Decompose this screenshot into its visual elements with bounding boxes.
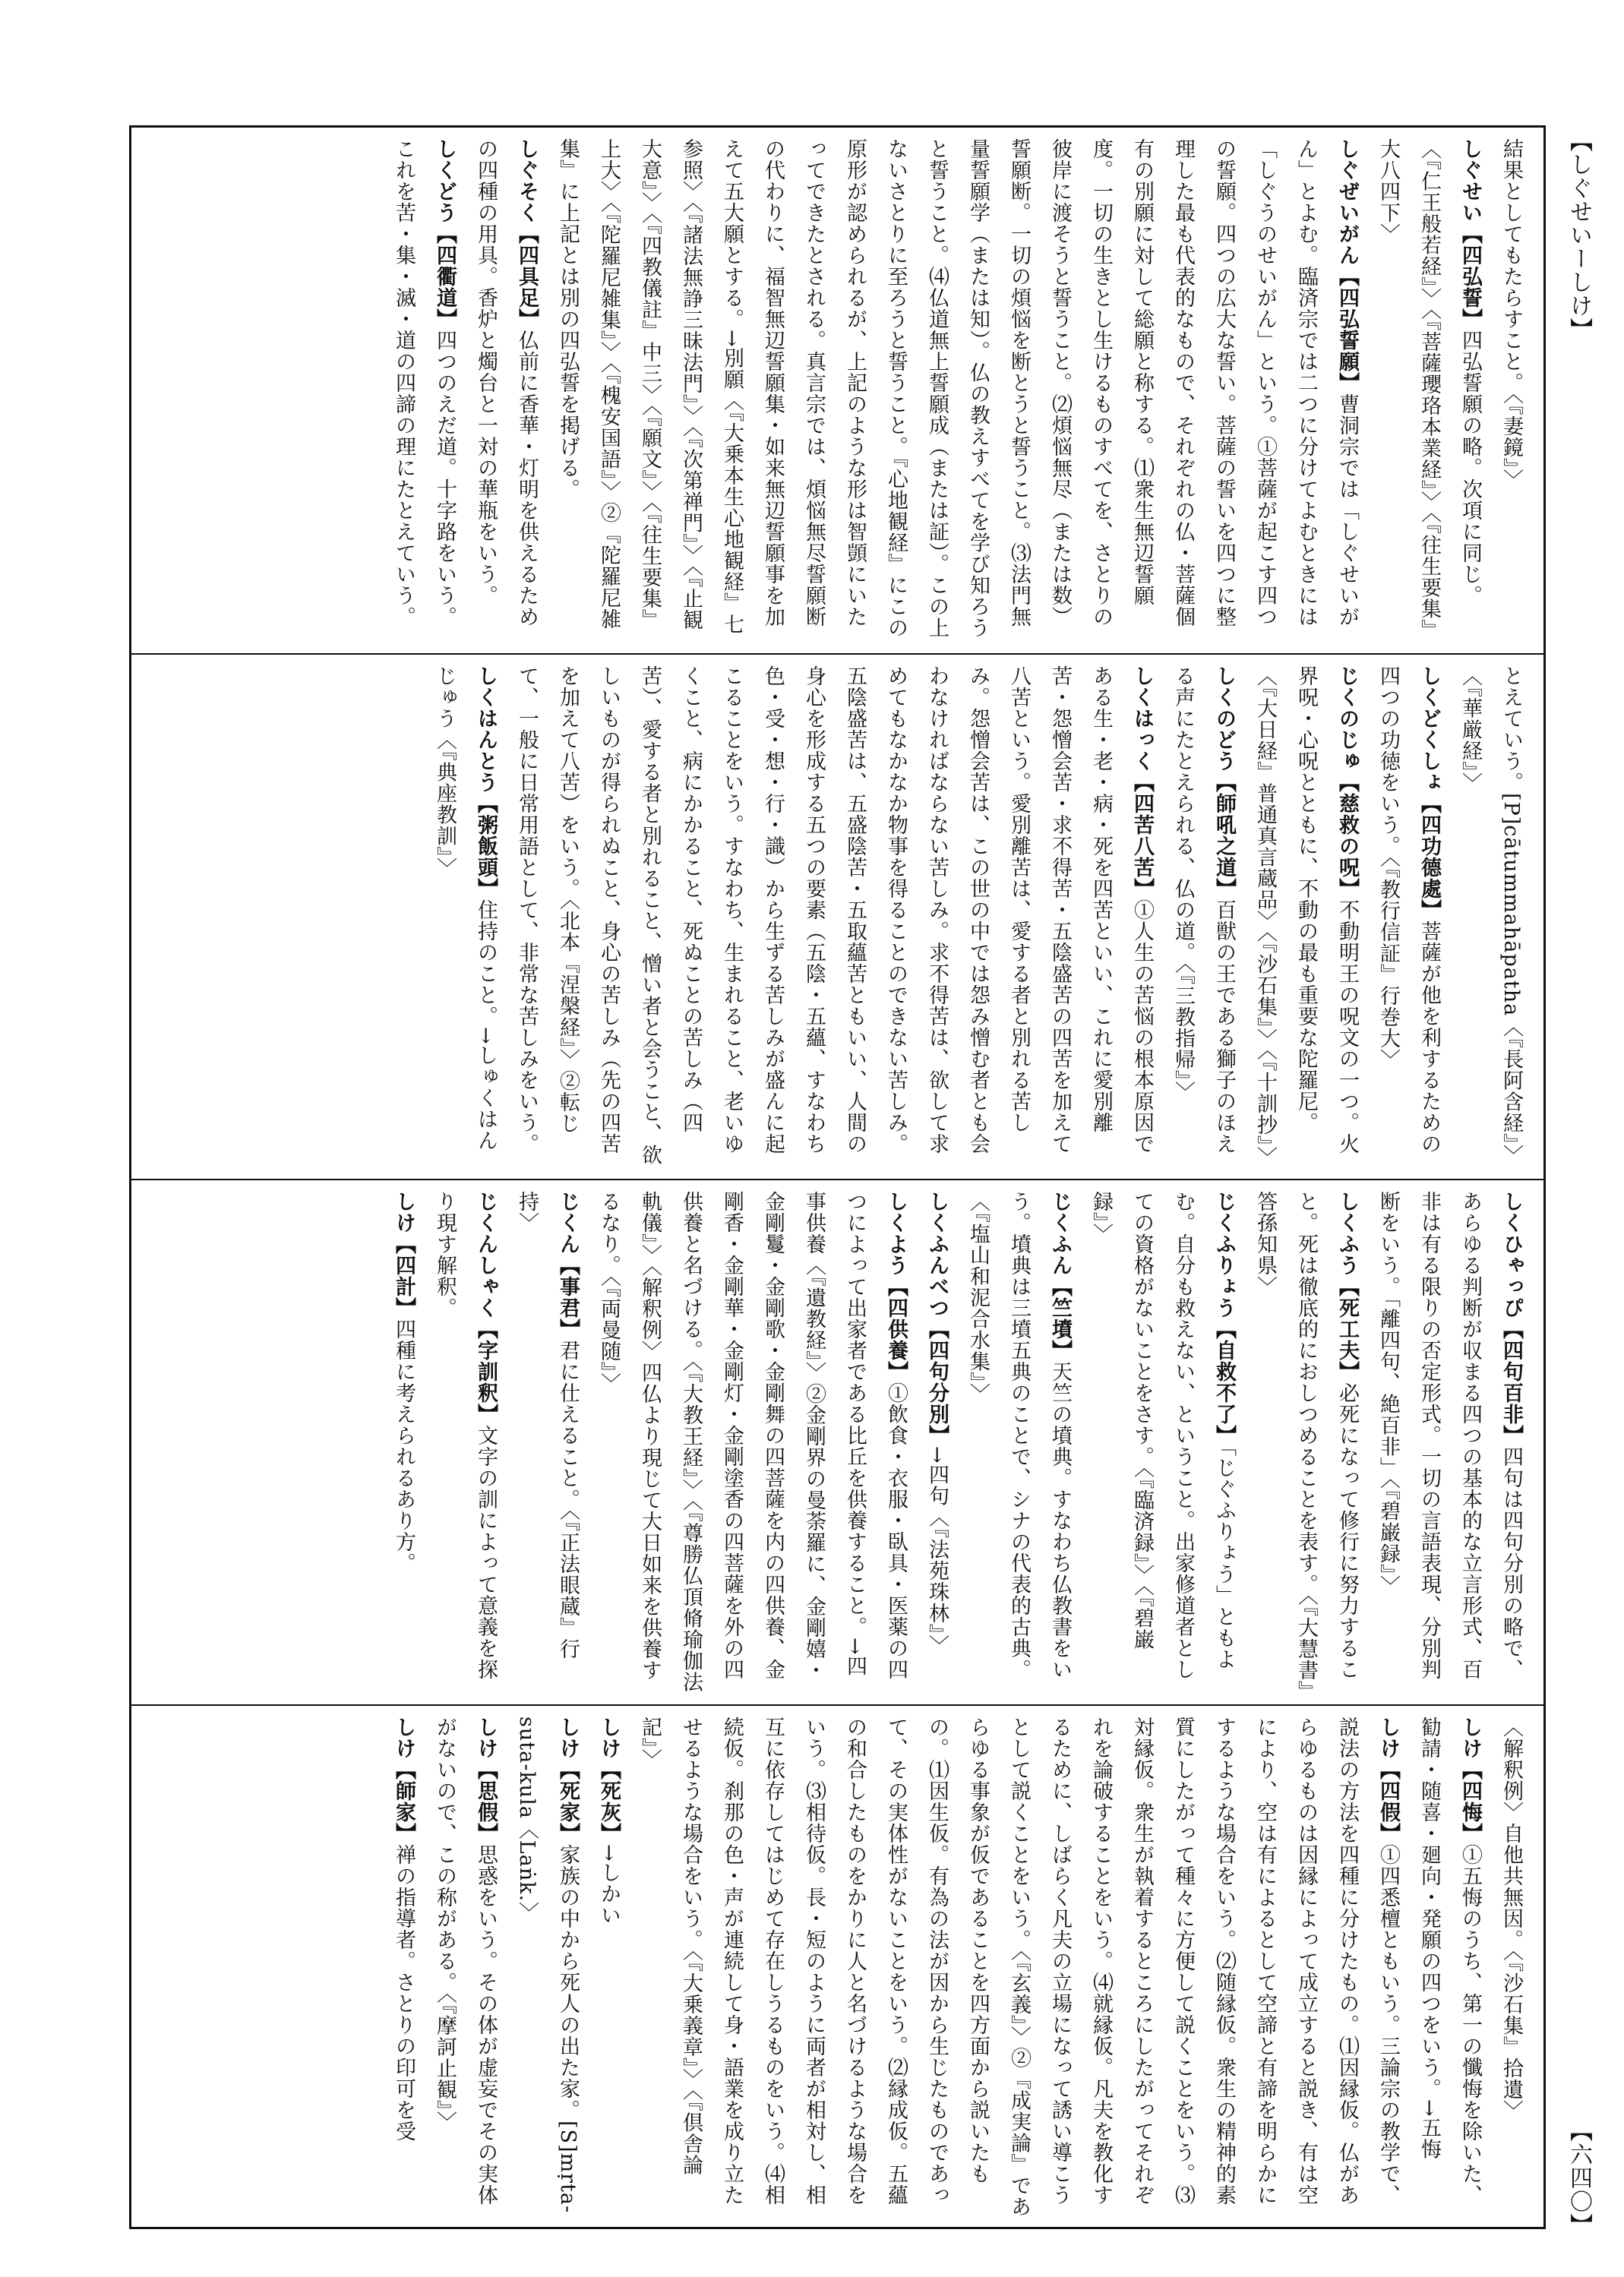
entry-body: ①飲食・衣服・臥具・医薬の四つによって出家者である比丘を供養すること。→四事供養〈『遺教経』〉②金剛界の曼荼羅に、金剛嬉・金剛鬘・金剛歌・金剛舞の四菩薩を内の四供養、金剛香・金剛華・金剛灯・金剛塗香の四菩薩を外の四供養と名づける。〈『大教王経』〉〈『尊勝仏頂脩瑜伽法軌儀』〉〈解釈例〉四仏より現じて大日如来を供養するなり。〈『両曼随』〉 (597, 1191, 908, 1693)
dictionary-entry (1089, 1191, 1236, 1680)
dictionary-entry (1171, 665, 1236, 1154)
dictionary-entry (1376, 665, 1441, 1154)
entry-headword: しくふう【死工夫】 (1335, 1191, 1359, 1382)
entry-body: 不動明王の呪文の一つ。火界呪・心呪とともに、不動の最も重要な陀羅尼。〈『大日経』普通真言蔵品〉〈『沙石集』〉〈『十訓抄』〉 (1253, 665, 1359, 1168)
dictionary-entry (474, 138, 539, 627)
running-head: 【しぐせいーしけ】 (1566, 129, 1592, 341)
entry-body: 必死になって修行に努力すること。死は徹底的におしつめることを表す。〈『大慧書』答孫知県〉 (1253, 1191, 1359, 1692)
entry-headword: しくよう【四供養】 (884, 1191, 908, 1382)
entry-headword: しくのどう【師吼之道】 (1212, 665, 1236, 899)
entry-headword: しけ【四悔】 (1458, 1716, 1482, 1844)
entry-body: →四句〈『法苑珠林』〉 (925, 1446, 949, 1656)
dictionary-entry (433, 665, 498, 1151)
band-column (144, 665, 1531, 1171)
dictionary-entry (515, 1716, 580, 2213)
entry-headword: しぐぜいがん【四弘誓願】 (1335, 138, 1359, 393)
entry-headword: しくどう【四衢道】 (433, 138, 457, 330)
dictionary-entry (1253, 1191, 1359, 1692)
entry-body: 文字の訓によって意義を探り現す解釈。 (433, 1191, 498, 1680)
entry-body: 君に仕えること。〈『正法眼蔵』行持〉 (515, 1191, 580, 1660)
dictionary-entry (1253, 665, 1359, 1168)
dictionary-entry (433, 1191, 498, 1680)
text-band-top (131, 128, 1543, 653)
dictionary-page-frame (129, 125, 1546, 2229)
entry-headword: しくはんとう【粥飯頭】 (474, 665, 498, 899)
entry-body: ①人生の苦悩の根本原因である生・老・病・死を四苦といい、これに愛別離苦・怨憎会苦・求不得苦・五陰盛苦の四苦を加えて八苦という。愛別離苦は、愛する者と別れる苦しみ。怨憎会苦は、この世の中では怨み憎む者とも会わなければならない苦しみ。求不得苦は、欲して求めてもなかなか物事を得ることのできない苦しみ。五陰盛苦は、五盛陰苦・五取蘊苦ともいい、人間の身心を形成する五つの要素（五陰・五蘊、すなわち色・受・想・行・識）から生ずる苦しみが盛んに起こることをいう。すなわち、生まれること、老いゆくこと、病にかかること、死ぬことの苦しみ（四苦）、愛する者と別れること、憎い者と会うこと、欲しいものが得られぬこと、身心の苦しみ（先の四苦を加えて八苦）をいう。〈北本『涅槃経』〉②転じて、一般に日常用語として、非常な苦しみをいう。 (515, 665, 1154, 1166)
entry-body: →しかい (597, 1844, 621, 1926)
dictionary-entry (925, 1191, 949, 1656)
dictionary-entry (597, 1716, 621, 1926)
band-column (144, 138, 1531, 646)
entry-headword: しけ【師家】 (392, 1716, 415, 1844)
entry-headword: しけ【思假】 (474, 1716, 498, 1844)
entry-headword: じくん【事君】 (556, 1191, 580, 1340)
dictionary-entry (392, 1716, 415, 2142)
dictionary-entry (1376, 138, 1482, 641)
text-band-bottom (131, 1704, 1543, 2227)
dictionary-entry (392, 138, 457, 627)
text-band-second (131, 653, 1543, 1179)
entry-headword: しぐそく【四具足】 (515, 138, 539, 330)
dictionary-entry (1417, 1716, 1482, 2206)
entry-body: 四種に考えられるあり方。 (392, 1319, 415, 1574)
entry-body: 結果としてもたらすこと。〈『妻鏡』〉 (1499, 138, 1523, 491)
entry-headword: しけ【死灰】 (597, 1716, 621, 1844)
dictionary-entry (1458, 665, 1523, 1166)
entry-body: 四弘誓願の略。次項に同じ。〈『仁王般若経』〉〈『菩薩瓔珞本業経』〉〈『往生要集』大八四下〉 (1376, 138, 1482, 641)
dictionary-entry (1499, 1716, 1523, 2121)
entry-headword: しけ【死家】 (556, 1716, 580, 1844)
dictionary-entry (638, 1716, 1400, 2218)
dictionary-entry (515, 1191, 580, 1660)
entry-body: 家族の中から死人の出た家。[S]mṛta-suta-kula〈Laṅk.〉 (515, 1716, 580, 2214)
dictionary-entry (392, 1191, 415, 1574)
text-band-third (131, 1179, 1543, 1704)
entry-headword: しけ【四計】 (392, 1191, 415, 1319)
entry-headword: しけ【四假】 (1376, 1716, 1400, 1844)
entry-body: 住持のこと。→しゅくはんじゅう〈『典座教訓』〉 (433, 665, 498, 1151)
entry-headword: じくふん【竺墳】 (1048, 1191, 1072, 1361)
entry-headword: しくひゃっぴ【四句百非】 (1499, 1191, 1523, 1446)
dictionary-entry (515, 665, 1154, 1166)
entry-body: ①五悔のうち、第一の懺悔を除いた、勧請・随喜・廻向・発願の四つをいう。→五悔 (1417, 1716, 1482, 2206)
entry-body: 仏前に香華・灯明を供えるための四種の用具。香炉と燭台と一対の華瓶をいう。 (474, 138, 539, 627)
entry-headword: じくふりょう【自救不了】 (1212, 1191, 1236, 1446)
dictionary-entry (433, 1716, 498, 2206)
entry-body: 四句は四句分別の略で、あらゆる判断が収まる四つの基本的な立言形式、百非は有る限りの否定形式。一切の言語表現、分別判断をいう。「離四句、絶百非」〈『碧巌録』〉 (1376, 1191, 1523, 1680)
entry-body: 天竺の墳典。すなわち仏教書をいう。墳典は三墳五典のことで、シナの代表的古典。〈『塩山和泥合水集』〉 (966, 1191, 1072, 1680)
dictionary-entry (966, 1191, 1072, 1680)
page-number: 【六四〇】 (1566, 2119, 1592, 2237)
dictionary-entry (556, 138, 1359, 639)
entry-headword: じくんしゃく【字訓釈】 (474, 1191, 498, 1425)
entry-headword: しぐせい【四弘誓】 (1458, 138, 1482, 330)
entry-body: 禅の指導者。さとりの印可を受 (392, 1844, 415, 2142)
dictionary-entry (1376, 1191, 1523, 1680)
entry-body: 百獣の王である獅子のほえる声にたとえられる、仏の道。〈『三教指帰』〉 (1171, 665, 1236, 1154)
entry-body: 「じぐふりょう」ともよむ。自分も救えない、ということ。出家修道者としての資格がないことをさす。〈『臨済録』〉〈『碧巌録』〉 (1089, 1191, 1236, 1680)
entry-headword: しくはっく【四苦八苦】 (1130, 665, 1154, 899)
dictionary-entry (1499, 138, 1523, 491)
entry-body: 曹洞宗では「しぐせいがん」とよむ。臨済宗では二つに分けてよむときには「しぐうのせいがん」という。①菩薩が起こす四つの誓願。四つの広大な誓い。菩薩の誓いを四つに整理した最も代表的なもので、それぞれの仏・菩薩個有の別願に対して総願と称する。⑴衆生無辺誓願度。一切の生きとし生けるものすべてを、さとりの彼岸に渡そうと誓うこと。⑵煩悩無尽（または数）誓願断。一切の煩悩を断とうと誓うこと。⑶法門無量誓願学（または知）。仏の教えすべてを学び知ろうと誓うこと。⑷仏道無上誓願成（または証）。この上ないさとりに至ろうと誓うこと。『心地観経』にこの原形が認められるが、上記のような形は智顗にいたってできたとされる。真言宗では、煩悩無尽誓願断の代わりに、福智無辺誓願集・如来無辺誓願事を加えて五大願とする。→別願〈『大乗本生心地観経』七参照〉〈『諸法無諍三昧法門』〉〈『次第禅門』〉〈『止観大意』〉〈『四教儀註』中三〉〈『願文』〉〈『往生要集』上大〉〈『陀羅尼雑集』〉〈『槐安国語』〉②『陀羅尼雑集』に上記とは別の四弘誓を掲げる。 (556, 138, 1359, 639)
entry-body: ①四悉檀ともいう。三論宗の教学で、説法の方法を四種に分けたもの。⑴因縁仮。仏があらゆるものは因縁によって成立すると説き、有は空により、空は有によるとして空諦と有諦を明らかにするような場合をいう。⑵随縁仮。衆生の精神的素質にしたがって種々に方便して説くことをいう。⑶対縁仮。衆生が執着するところにしたがってそれぞれを論破することをいう。⑷就縁仮。凡夫を教化するために、しばらく凡夫の立場になって誘い導こうとして説くことをいう。〈『玄義』〉②『成実論』であらゆる事象が仮であることを四方面から説いたもの。⑴因生仮。有為の法が因から生じたものであって、その実体性がないことをいう。⑵縁成仮。五蘊の和合したものをかりに人と名づけるような場合をいう。⑶相待仮。長・短のように両者が相対し、相互に依存してはじめて存在しうるものをいう。⑷相続仮。刹那の色・声が連続して身・語業を成り立たせるような場合をいう。〈『大乗義章』〉〈『倶舎論記』〉 (638, 1716, 1400, 2218)
entry-headword: じくのじゅ【慈救の呪】 (1335, 665, 1359, 899)
entry-body: 思惑をいう。その体が虚妄でその実体がないので、この称がある。〈『摩訶止観』〉 (433, 1716, 498, 2206)
entry-body: とえていう。[P]cātummahāpatha〈『長阿含経』〉〈『華厳経』〉 (1458, 665, 1523, 1167)
dictionary-entry (597, 1191, 908, 1693)
band-column (144, 1716, 1531, 2219)
band-column (144, 1191, 1531, 1697)
entry-body: 菩薩が他を利するための四つの功徳をいう。〈『教行信証』行巻大〉 (1376, 665, 1441, 1154)
entry-body: 〈解釈例〉自他共無因。〈『沙石集』拾遺〉 (1499, 1716, 1523, 2121)
entry-headword: しくふんべつ【四句分別】 (925, 1191, 949, 1446)
entry-body: 四つのえだ道。十字路をいう。これを苦・集・滅・道の四諦の理にたとえていう。 (392, 138, 457, 627)
entry-headword: しくどくしょ【四功德處】 (1417, 665, 1441, 921)
